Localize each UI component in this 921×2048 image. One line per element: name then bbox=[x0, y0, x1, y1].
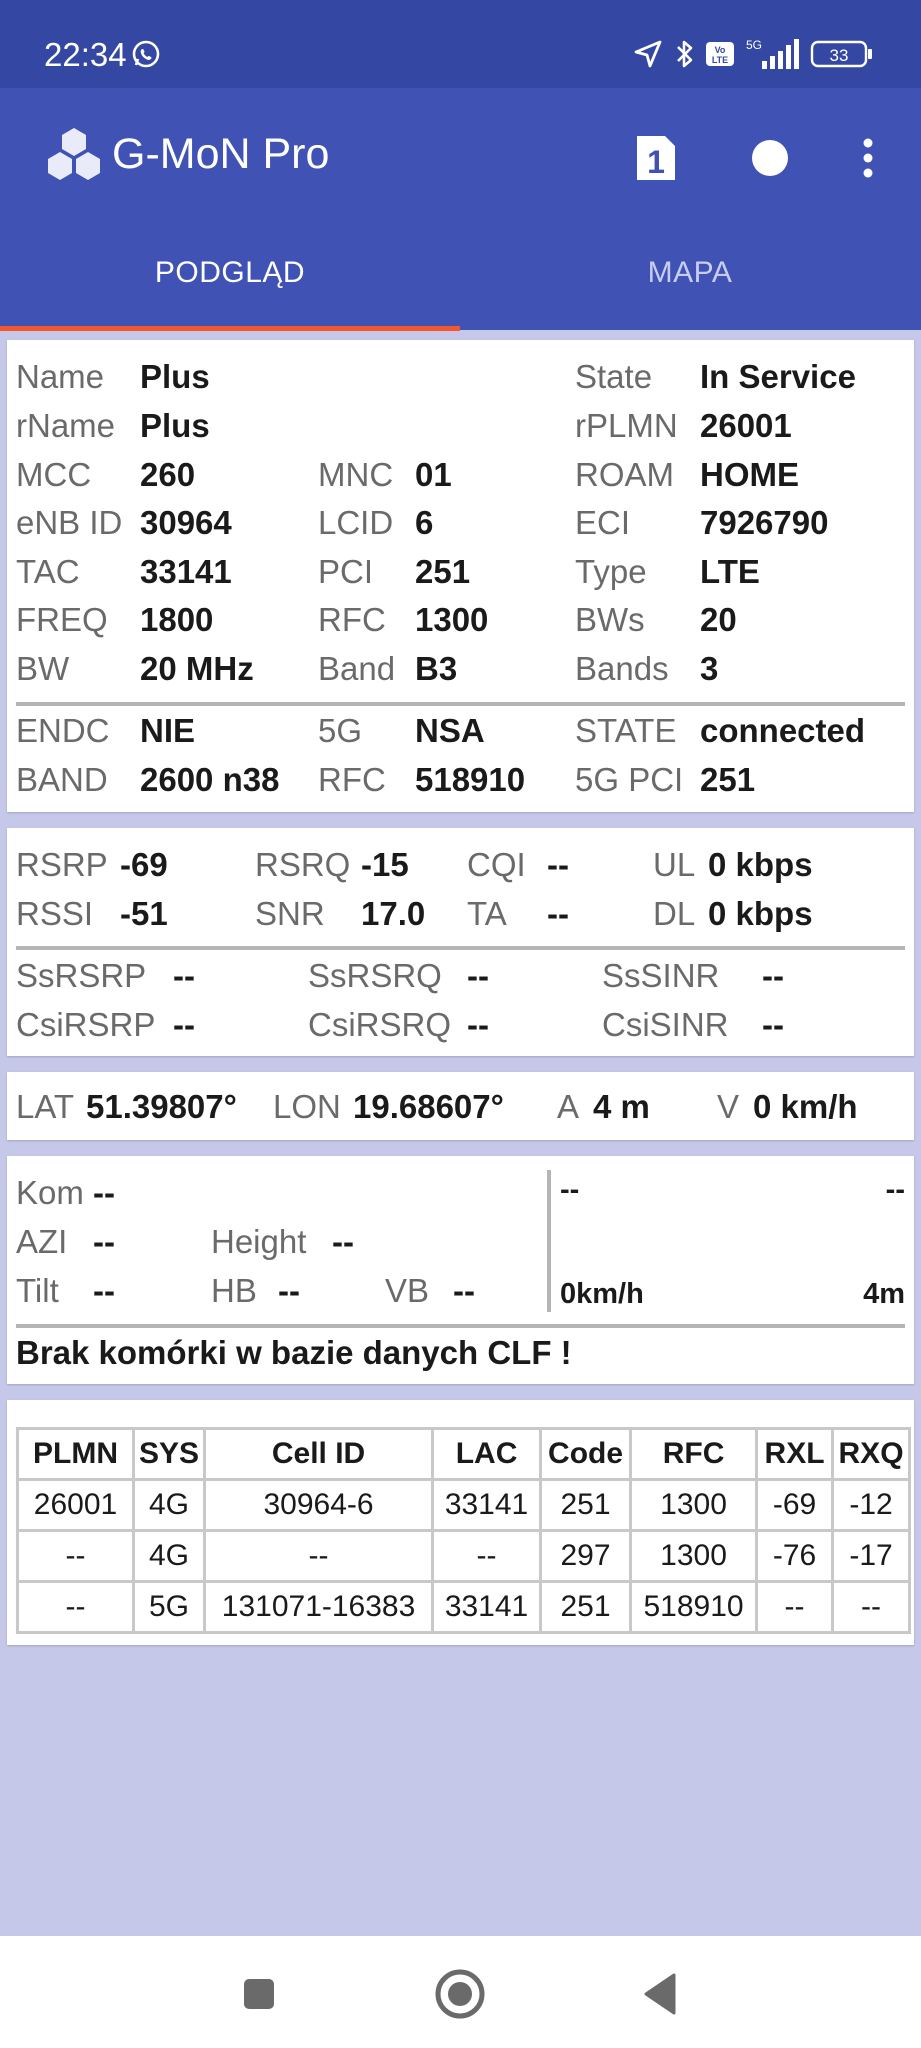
5g-pci-label: 5G PCI bbox=[575, 761, 684, 798]
cell-code: 251 bbox=[541, 1480, 631, 1531]
network-type-label: 5G bbox=[746, 38, 763, 52]
vb-label: VB bbox=[385, 1272, 430, 1309]
bws-value: 20 bbox=[700, 601, 737, 638]
tac-value: 33141 bbox=[140, 553, 232, 590]
band2-value: 2600 n38 bbox=[140, 761, 280, 798]
cell-sys: 4G bbox=[134, 1531, 205, 1582]
cell-code: 251 bbox=[541, 1582, 631, 1633]
app-title: G-MoN Pro bbox=[112, 130, 330, 178]
csirsrp-value: -- bbox=[173, 1006, 195, 1043]
col-sys: SYS bbox=[134, 1429, 205, 1480]
rfc-value: 1300 bbox=[415, 601, 489, 638]
vb-value: -- bbox=[453, 1272, 475, 1309]
cell-cell-id: 131071-16383 bbox=[205, 1582, 433, 1633]
state-value: In Service bbox=[700, 358, 856, 395]
bands-label: Bands bbox=[575, 650, 669, 687]
clf-warning: Brak komórki w bazie danych CLF ! bbox=[16, 1334, 572, 1371]
divider bbox=[16, 1324, 905, 1328]
battery-icon bbox=[810, 36, 874, 72]
mnc-label: MNC bbox=[318, 456, 394, 493]
bw-label: BW bbox=[16, 650, 70, 687]
col-rfc: RFC bbox=[631, 1429, 757, 1480]
record-button[interactable] bbox=[738, 126, 802, 190]
ssrsrp-label: SsRSRP bbox=[16, 957, 147, 994]
mcc-value: 260 bbox=[140, 456, 196, 493]
csisinr-label: CsiSINR bbox=[602, 1006, 729, 1043]
hexagon-logo-icon bbox=[44, 126, 104, 186]
kom-label: Kom bbox=[16, 1174, 84, 1211]
band-value: B3 bbox=[415, 650, 458, 687]
mcc-label: MCC bbox=[16, 456, 92, 493]
rplmn-value: 26001 bbox=[700, 407, 792, 444]
cqi-label: CQI bbox=[467, 846, 526, 883]
table-row bbox=[18, 1582, 910, 1633]
cell-code: 297 bbox=[541, 1531, 631, 1582]
height-value: -- bbox=[332, 1223, 354, 1260]
eci-label: ECI bbox=[575, 504, 631, 541]
5g-value: NSA bbox=[415, 712, 485, 749]
cell-cell-id: 30964-6 bbox=[205, 1480, 433, 1531]
sim-select-button[interactable] bbox=[624, 126, 688, 190]
clock: 22:34 bbox=[44, 36, 127, 73]
col-plmn: PLMN bbox=[18, 1429, 134, 1480]
lcid-label: LCID bbox=[318, 504, 394, 541]
neighbors-table bbox=[16, 1427, 911, 1634]
tac-label: TAC bbox=[16, 553, 80, 590]
cell-info-card bbox=[7, 340, 914, 812]
ssrsrp-value: -- bbox=[173, 957, 195, 994]
snr-value: 17.0 bbox=[361, 895, 426, 932]
freq-label: FREQ bbox=[16, 601, 108, 638]
cell-lac: 33141 bbox=[433, 1582, 541, 1633]
ta-label: TA bbox=[467, 895, 507, 932]
band2-label: BAND bbox=[16, 761, 108, 798]
hb-label: HB bbox=[211, 1272, 257, 1309]
height-label: Height bbox=[211, 1223, 307, 1260]
cell-rfc: 1300 bbox=[631, 1531, 757, 1582]
velocity-label: V bbox=[717, 1088, 740, 1125]
col-rxq: RXQ bbox=[833, 1429, 910, 1480]
signal-card bbox=[7, 828, 914, 1056]
rsrq-value: -15 bbox=[361, 846, 409, 883]
location-card bbox=[7, 1072, 914, 1140]
bw-value: 20 MHz bbox=[140, 650, 254, 687]
cqi-value: -- bbox=[547, 846, 569, 883]
battery-level: 33 bbox=[829, 46, 849, 65]
rsrq-label: RSRQ bbox=[255, 846, 351, 883]
kom-value: -- bbox=[93, 1174, 115, 1211]
ssrsrq-label: SsRSRQ bbox=[308, 957, 442, 994]
state-label: State bbox=[575, 358, 653, 395]
5g-label: 5G bbox=[318, 712, 363, 749]
snr-label: SNR bbox=[255, 895, 325, 932]
csisinr-value: -- bbox=[762, 1006, 784, 1043]
cell-sys: 5G bbox=[134, 1582, 205, 1633]
altitude-value: 4 m bbox=[593, 1088, 650, 1125]
home-circle-icon[interactable] bbox=[432, 1966, 488, 2022]
volte-icon bbox=[704, 36, 736, 72]
state2-value: connected bbox=[700, 712, 866, 749]
site-card bbox=[7, 1156, 914, 1384]
cell-rxq: -12 bbox=[833, 1480, 910, 1531]
cell-plmn: 26001 bbox=[18, 1480, 134, 1531]
cell-plmn: -- bbox=[18, 1582, 134, 1633]
type-value: LTE bbox=[700, 553, 760, 590]
endc-label: ENDC bbox=[16, 712, 110, 749]
tab-podglad[interactable]: PODGLĄD bbox=[154, 256, 306, 289]
neighbors-card bbox=[7, 1400, 914, 1645]
state2-label: STATE bbox=[575, 712, 677, 749]
roam-label: ROAM bbox=[575, 456, 674, 493]
bws-label: BWs bbox=[575, 601, 645, 638]
rname-label: rName bbox=[16, 407, 116, 444]
svg-text:LTE: LTE bbox=[711, 55, 729, 65]
cell-plmn: -- bbox=[18, 1531, 134, 1582]
ul-value: 0 kbps bbox=[708, 846, 813, 883]
col-lac: LAC bbox=[433, 1429, 541, 1480]
cell-rxl: -69 bbox=[757, 1480, 833, 1531]
lon-value: 19.68607° bbox=[353, 1088, 504, 1125]
lcid-value: 6 bbox=[415, 504, 434, 541]
cell-rxq: -17 bbox=[833, 1531, 910, 1582]
cell-lac: 33141 bbox=[433, 1480, 541, 1531]
app-bar bbox=[0, 88, 921, 330]
rname-value: Plus bbox=[140, 407, 210, 444]
active-tab-indicator bbox=[0, 326, 460, 331]
pci-label: PCI bbox=[318, 553, 374, 590]
tilt-value: -- bbox=[93, 1272, 115, 1309]
band-label: Band bbox=[318, 650, 396, 687]
table-header-row bbox=[18, 1429, 910, 1480]
col-rxl: RXL bbox=[757, 1429, 833, 1480]
table-row bbox=[18, 1531, 910, 1582]
enbid-value: 30964 bbox=[140, 504, 232, 541]
dl-label: DL bbox=[653, 895, 696, 932]
whatsapp-icon bbox=[128, 36, 164, 72]
mnc-value: 01 bbox=[415, 456, 452, 493]
cell-rxq: -- bbox=[833, 1582, 910, 1633]
rsrp-value: -69 bbox=[120, 846, 168, 883]
sssinr-label: SsSINR bbox=[602, 957, 720, 994]
rfc2-value: 518910 bbox=[415, 761, 526, 798]
name-value: Plus bbox=[140, 358, 210, 395]
lat-value: 51.39807° bbox=[86, 1088, 237, 1125]
signal-icon bbox=[744, 36, 802, 72]
cell-rxl: -76 bbox=[757, 1531, 833, 1582]
roam-value: HOME bbox=[700, 456, 799, 493]
lat-label: LAT bbox=[16, 1088, 75, 1125]
more-vert-icon[interactable] bbox=[836, 126, 900, 190]
velocity-value: 0 km/h bbox=[753, 1088, 858, 1125]
cell-rfc: 1300 bbox=[631, 1480, 757, 1531]
eci-value: 7926790 bbox=[700, 504, 829, 541]
table-row bbox=[18, 1480, 910, 1531]
rssi-label: RSSI bbox=[16, 895, 94, 932]
vertical-divider bbox=[547, 1170, 551, 1312]
col-cell-id: Cell ID bbox=[205, 1429, 433, 1480]
5g-pci-value: 251 bbox=[700, 761, 756, 798]
lon-label: LON bbox=[273, 1088, 341, 1125]
site-speed: 0km/h bbox=[560, 1278, 644, 1310]
cell-rfc: 518910 bbox=[631, 1582, 757, 1633]
azi-value: -- bbox=[93, 1223, 115, 1260]
freq-value: 1800 bbox=[140, 601, 214, 638]
csirsrp-label: CsiRSRP bbox=[16, 1006, 156, 1043]
cell-lac: -- bbox=[433, 1531, 541, 1582]
system-nav-bar bbox=[0, 1936, 921, 2048]
rssi-value: -51 bbox=[120, 895, 168, 932]
dl-value: 0 kbps bbox=[708, 895, 813, 932]
rfc2-label: RFC bbox=[318, 761, 386, 798]
col-code: Code bbox=[541, 1429, 631, 1480]
tilt-label: Tilt bbox=[16, 1272, 59, 1309]
tab-mapa[interactable]: MAPA bbox=[647, 256, 733, 289]
recents-square-icon[interactable] bbox=[231, 1966, 287, 2022]
status-bar bbox=[0, 0, 921, 88]
name-label: Name bbox=[16, 358, 105, 395]
pci-value: 251 bbox=[415, 553, 471, 590]
hb-value: -- bbox=[278, 1272, 300, 1309]
type-label: Type bbox=[575, 553, 647, 590]
sssinr-value: -- bbox=[762, 957, 784, 994]
rsrp-label: RSRP bbox=[16, 846, 108, 883]
sim-badge: 1 bbox=[647, 144, 665, 180]
divider bbox=[16, 946, 905, 950]
endc-value: NIE bbox=[140, 712, 196, 749]
ssrsrq-value: -- bbox=[467, 957, 489, 994]
cell-cell-id: -- bbox=[205, 1531, 433, 1582]
csirsrq-label: CsiRSRQ bbox=[308, 1006, 452, 1043]
csirsrq-value: -- bbox=[467, 1006, 489, 1043]
ul-label: UL bbox=[653, 846, 696, 883]
location-arrow-icon bbox=[630, 36, 666, 72]
rfc-label: RFC bbox=[318, 601, 386, 638]
cell-sys: 4G bbox=[134, 1480, 205, 1531]
cell-rxl: -- bbox=[757, 1582, 833, 1633]
site-right-top-left: -- bbox=[560, 1174, 580, 1206]
altitude-label: A bbox=[557, 1088, 580, 1125]
ta-value: -- bbox=[547, 895, 569, 932]
rplmn-label: rPLMN bbox=[575, 407, 678, 444]
site-distance: 4m bbox=[863, 1278, 905, 1310]
back-triangle-icon[interactable] bbox=[632, 1966, 688, 2022]
site-right-top-right: -- bbox=[885, 1174, 905, 1206]
bands-value: 3 bbox=[700, 650, 719, 687]
azi-label: AZI bbox=[16, 1223, 68, 1260]
svg-text:Vo: Vo bbox=[714, 45, 726, 55]
divider bbox=[16, 702, 905, 706]
bluetooth-icon bbox=[670, 36, 700, 72]
enbid-label: eNB ID bbox=[16, 504, 123, 541]
